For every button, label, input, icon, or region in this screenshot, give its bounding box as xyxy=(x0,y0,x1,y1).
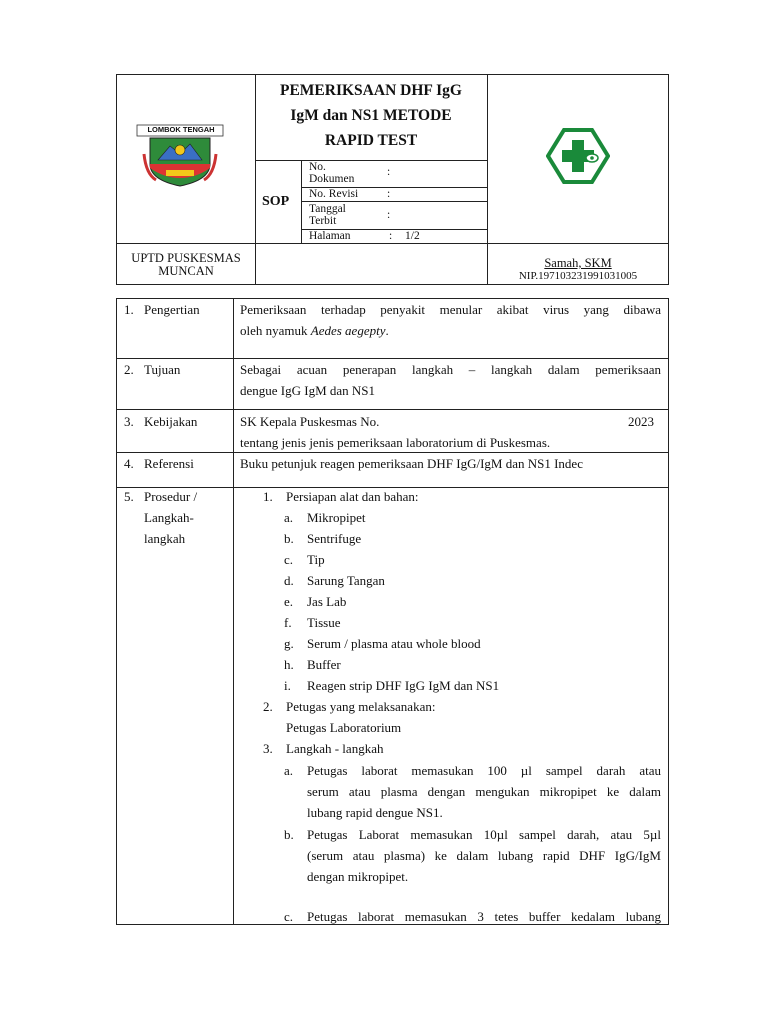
section-content: 2023 xyxy=(628,414,654,429)
section-label: Referensi xyxy=(144,456,194,471)
doc-number-colon: : xyxy=(387,166,391,178)
title-line: RAPID TEST xyxy=(324,132,418,149)
species-name: Aedes aegepty xyxy=(310,323,386,338)
list-number: 1. xyxy=(263,489,273,504)
list-item: d. Sarung Tangan xyxy=(284,573,385,588)
revision-label: No. Revisi xyxy=(309,188,359,200)
issue-date-label: Tanggal Terbit xyxy=(309,203,346,227)
list-item: g. Serum / plasma atau whole blood xyxy=(284,636,481,651)
section-number: 3. xyxy=(124,414,134,429)
section-number: 2. xyxy=(124,362,134,377)
organization-name: UPTD PUSKESMAS MUNCAN xyxy=(131,251,241,278)
page-label: Halaman xyxy=(309,230,351,242)
section-content: Sebagai acuan penerapan langkah – langkah dalam pemeriksaan xyxy=(240,362,661,377)
section-number: 1. xyxy=(124,302,134,317)
list-item: h. Buffer xyxy=(284,657,341,672)
list-item: i. Reagen strip DHF IgG IgM dan NS1 xyxy=(284,678,500,693)
section-number: 5. xyxy=(124,489,134,504)
sop-label: SOP xyxy=(262,194,290,209)
list-number: 3. xyxy=(263,741,273,756)
header-divider xyxy=(487,74,488,285)
step-text: (serum atau plasma) ke dalam lubang rapid DHF IgG/IgM xyxy=(307,848,661,863)
header-divider xyxy=(301,201,487,202)
section-label: Kebijakan xyxy=(144,414,198,429)
section-content: SK Kepala Puskesmas No. xyxy=(240,414,380,429)
section-content: dengue IgG IgM dan NS1 xyxy=(240,383,376,398)
section-label: Pengertian xyxy=(144,302,200,317)
list-item: f. Tissue xyxy=(284,615,341,630)
section-number: 4. xyxy=(124,456,134,471)
header-divider xyxy=(255,160,487,161)
list-heading: Petugas yang melaksanakan: xyxy=(286,699,436,714)
section-content: Buku petunjuk reagen pemeriksaan DHF IgG/IgM dan NS1 Indec xyxy=(240,456,583,471)
list-item: c. Tip xyxy=(284,552,325,567)
list-heading: Persiapan alat dan bahan: xyxy=(286,489,419,504)
puskesmas-logo xyxy=(546,128,610,184)
issue-date-colon: : xyxy=(387,209,391,221)
list-item: a. Mikropipet xyxy=(284,510,366,525)
step-text: Petugas laborat memasukan 3 tetes buffer kedalam lubang xyxy=(307,909,661,924)
list-heading: Langkah - langkah xyxy=(286,741,384,756)
section-label: Prosedur / Langkah- langkah xyxy=(144,489,198,546)
section-label: Tujuan xyxy=(144,362,181,377)
step-text: Petugas Laborat memasukan 10µl sampel darah, atau 5µl xyxy=(307,827,661,842)
section-content: tentang jenis jenis pemeriksaan laboratorium di Puskesmas. xyxy=(240,435,551,450)
page-value: 1/2 xyxy=(405,230,420,242)
signer-nip: NIP.197103231991031005 xyxy=(518,270,638,282)
step-letter: c. xyxy=(284,909,294,924)
doc-number-label: No. Dokumen xyxy=(309,161,355,185)
list-number: 2. xyxy=(263,699,273,714)
step-text: serum atau plasma dengan mengukan mikropipet ke dalam xyxy=(307,784,661,799)
list-item: b. Sentrifuge xyxy=(284,531,362,546)
content-divider xyxy=(233,298,234,925)
step-text: lubang rapid dengue NS1. xyxy=(307,805,443,820)
signer-name: Samah, SKM xyxy=(544,256,612,270)
list-subtext: Petugas Laboratorium xyxy=(286,720,402,735)
list-item: e. Jas Lab xyxy=(284,594,347,609)
title-line: IgM dan NS1 METODE xyxy=(290,107,452,124)
section-content: Pemeriksaan terhadap penyakit menular akibat virus yang dibawa xyxy=(240,302,661,317)
document-title xyxy=(256,78,486,153)
step-text: dengan mikropipet. xyxy=(307,869,409,884)
content-divider xyxy=(116,409,669,410)
section-content: oleh nyamuk Aedes aegepty. xyxy=(240,323,389,338)
header-divider xyxy=(116,243,669,244)
revision-colon: : xyxy=(387,188,391,200)
equipment-list xyxy=(284,507,499,696)
step-letter: b. xyxy=(284,827,294,842)
step-letter: a. xyxy=(284,763,294,778)
logo-caption: LOMBOK TENGAH xyxy=(147,125,215,134)
title-line: PEMERIKSAAN DHF IgG xyxy=(280,82,462,99)
step-text: Petugas laborat memasukan 100 µl sampel darah atau xyxy=(307,763,661,778)
page-colon: : xyxy=(389,230,393,242)
